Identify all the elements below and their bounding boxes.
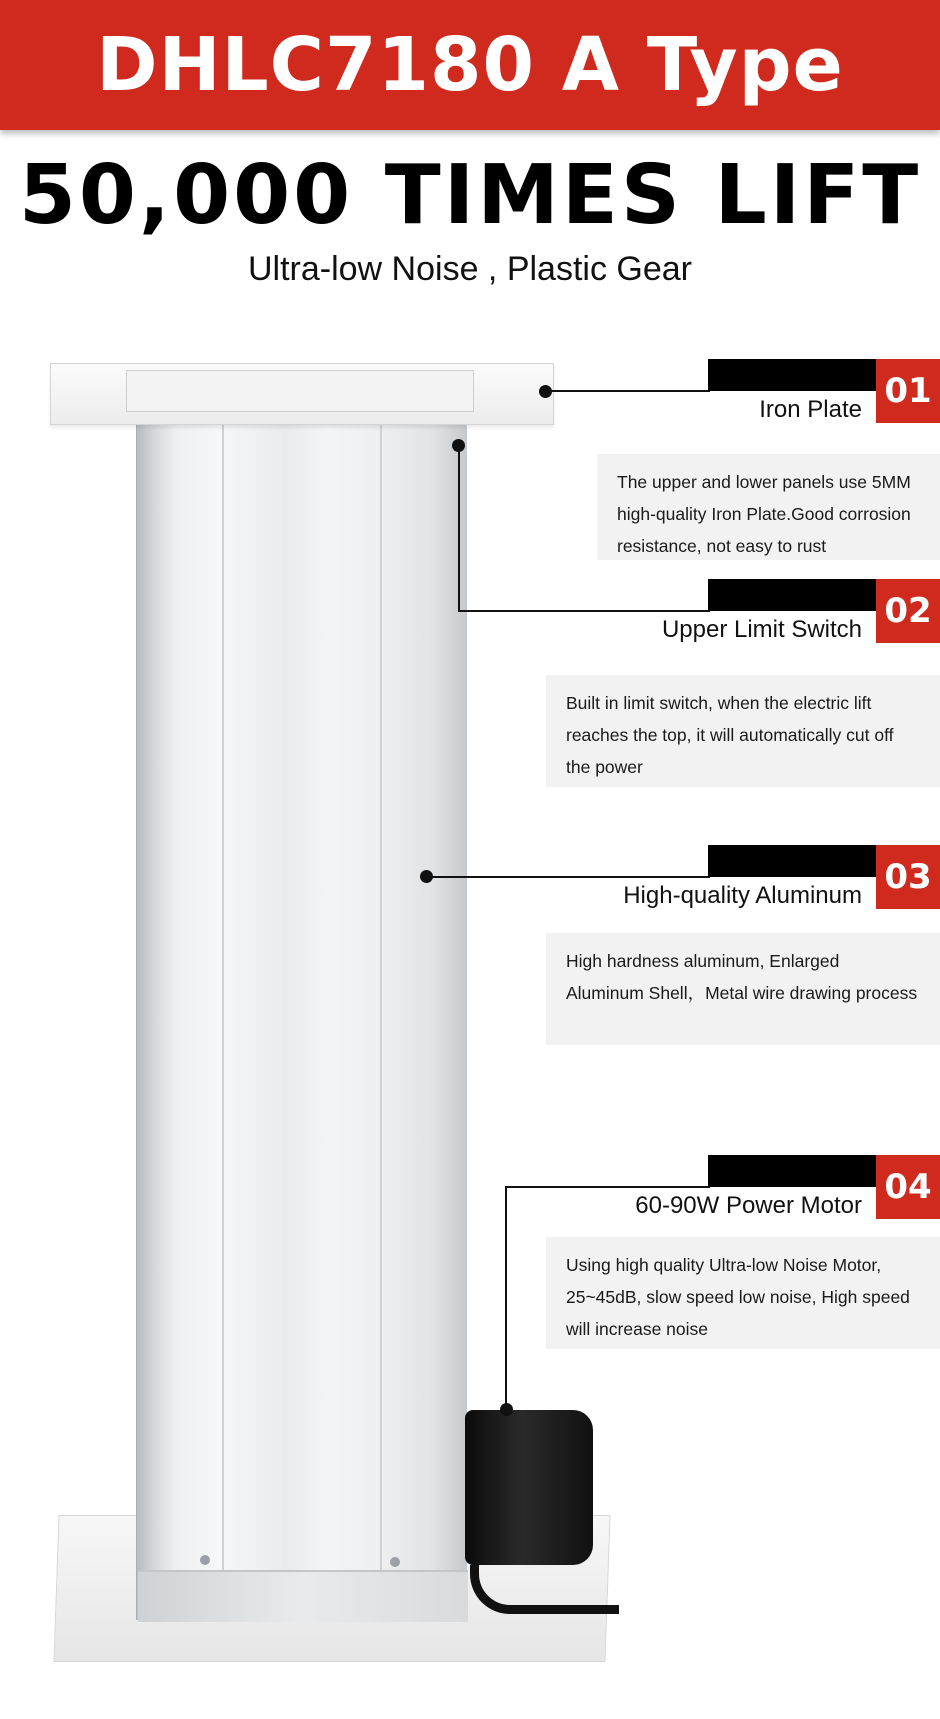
feature-number-01: 01 xyxy=(876,359,940,423)
subheadline: Ultra-low Noise , Plastic Gear xyxy=(247,250,692,288)
rivet xyxy=(200,1555,210,1565)
leader-line-03 xyxy=(426,876,710,878)
feature-description-01: The upper and lower panels use 5MM high-quality Iron Plate.Good corrosion resistance, not easy to rust xyxy=(597,454,940,560)
column-groove xyxy=(380,420,382,1620)
motor-cable xyxy=(470,1565,619,1614)
feature-number-04: 04 xyxy=(876,1155,940,1219)
feature-number-03: 03 xyxy=(876,845,940,909)
feature-number-02: 02 xyxy=(876,579,940,643)
leader-line-02 xyxy=(458,610,710,612)
title-bar-04 xyxy=(708,1155,876,1187)
leader-line-04 xyxy=(505,1186,507,1408)
feature-description-02: Built in limit switch, when the electric lift reaches the top, it will automatically cut off the power xyxy=(546,675,940,787)
leader-line-04 xyxy=(505,1186,710,1188)
title-bar-01 xyxy=(708,359,876,391)
feature-title-04: 60-90W Power Motor xyxy=(635,1192,862,1219)
column-foot xyxy=(138,1570,468,1622)
title-bar-03 xyxy=(708,845,876,877)
leader-line-02 xyxy=(458,445,460,612)
feature-description-03: High hardness aluminum, Enlarged Aluminum Shell，Metal wire drawing process xyxy=(546,933,940,1045)
feature-title-02: Upper Limit Switch xyxy=(661,616,862,643)
headline: 50,000 TIMES LIFT xyxy=(18,148,922,243)
leader-line-01 xyxy=(545,390,710,392)
feature-description-04: Using high quality Ultra-low Noise Motor, 25~45dB, slow speed low noise, High speed will increase noise xyxy=(546,1237,940,1349)
title-bar-02 xyxy=(708,579,876,611)
feature-title-03: High-quality Aluminum xyxy=(623,882,862,909)
aluminum-column xyxy=(136,420,467,1620)
rivet xyxy=(390,1557,400,1567)
product-label-panel xyxy=(126,370,474,412)
model-title: DHLC7180 A Type xyxy=(96,22,844,108)
feature-title-01: Iron Plate xyxy=(759,396,862,423)
column-groove xyxy=(222,420,224,1620)
power-motor xyxy=(465,1410,593,1565)
